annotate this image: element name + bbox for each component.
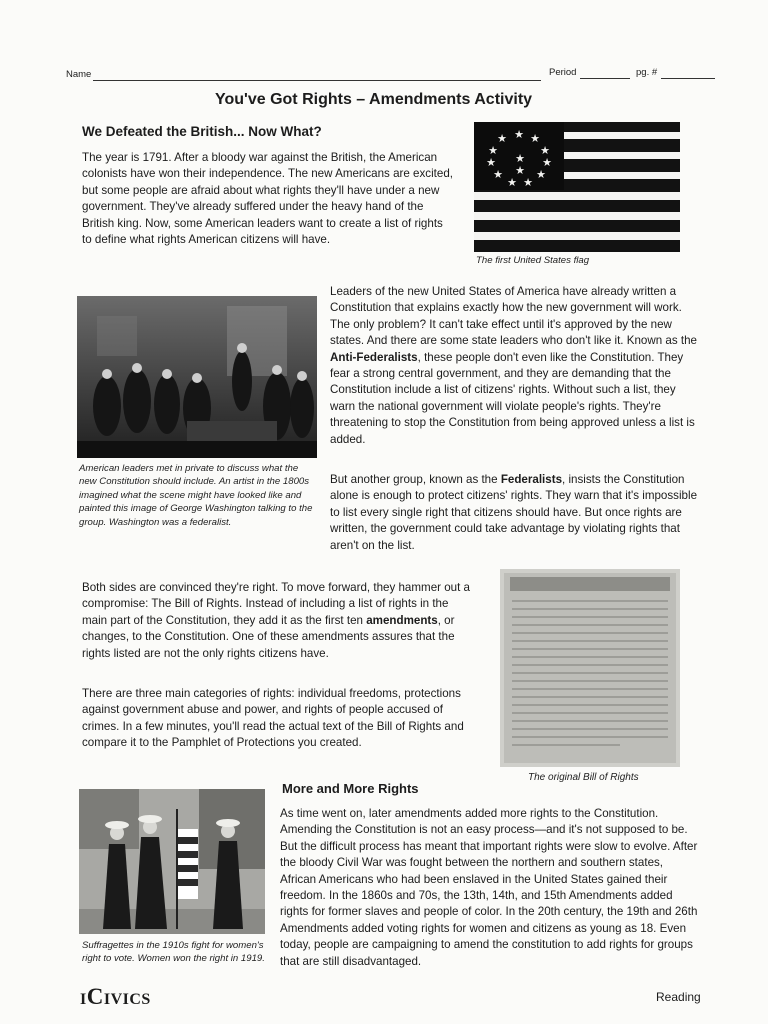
- anti-text-1: Leaders of the new United States of America have already written a Constitution that explains exactly how the new government will work. The only problem? It can't take effect until it's approved by the new states. And there are some state leaders who don't like it. Known as the: [330, 285, 697, 348]
- icivics-logo: iCivics: [80, 984, 151, 1009]
- fed-text-1: But another group, known as the: [330, 473, 501, 486]
- svg-text:★: ★: [486, 156, 496, 169]
- compromise-text-1: Both sides are convinced they're right. To move forward, they hammer out a compromise: The Bill of Rights. Instead of including a list of rights in the main part of the Constitution, they add it as the first ten: [82, 581, 471, 627]
- anti-federalists-term: Anti-Federalists: [330, 350, 418, 364]
- svg-text:★: ★: [515, 164, 525, 177]
- fed-text-2: , insists the Constitution alone is enough to protect citizens' rights. They warn that it's impossible to list every single right that citizens should have. But once rights are written, the government could take advantage by violating rights that aren't on the list.: [330, 473, 698, 552]
- constitutional-convention-painting: [77, 296, 317, 458]
- svg-text:★: ★: [530, 132, 540, 145]
- name-label: Name: [66, 69, 92, 80]
- section-heading-more-rights: More and More Rights: [282, 781, 419, 796]
- svg-text:★: ★: [488, 144, 498, 157]
- anti-text-2: , these people don't even like the Constitution. They fear a strong central government, and they are demanding that the Constitution include a list of citizens' rights. Without such a list, they warn the national government will violate people's rights. They're threatening to stop the Constitution from being approved unless a list is added.: [330, 350, 695, 446]
- federalists-paragraph: [330, 472, 700, 554]
- page-title: You've Got Rights – Amendments Activity: [215, 91, 533, 108]
- page-field[interactable]: [661, 78, 715, 79]
- more-rights-paragraph: As time went on, later amendments added more rights to the Constitution. Amending the Constitution is not an easy process—and it's not supposed to be. But the difficult process has meant that important rights were slow to evolve. After the bloody Civil War was fought between the northern and southern states, African Americans who had been enslaved in the United States gained their freedom. In the 1860s and 70s, the 13th, 14th, and 15th Amendments added rights for former slaves and people of color. In the 20th century, the 19th and 26th Amendments added voting rights for women and citizens as young as 18. Even today, people are campaigning to amend the constitution to add rights for groups that are still disadvantaged.: [280, 807, 698, 968]
- svg-text:★: ★: [542, 156, 552, 169]
- categories-paragraph: There are three main categories of rights: individual freedoms, protections against government abuse and power, and rights of people accused of crimes. In a few minutes, you'll read the actual text of the Bill of Rights and compare it to the Pamphlet of Protections you created.: [82, 687, 464, 750]
- anti-federalists-paragraph: [330, 284, 700, 448]
- suffragettes-photo: [79, 789, 265, 934]
- original-bill-of-rights-image: [500, 569, 680, 767]
- amendments-term: amendments: [366, 613, 438, 627]
- period-field[interactable]: [580, 78, 630, 79]
- federalists-term: Federalists: [500, 473, 563, 486]
- svg-text:★: ★: [540, 144, 550, 157]
- suffragettes-caption: Suffragettes in the 1910s fight for women's right to vote. Women won the right in 1919.: [82, 940, 265, 965]
- svg-text:★: ★: [497, 132, 507, 145]
- name-field[interactable]: [93, 80, 541, 81]
- svg-text:★: ★: [515, 152, 525, 165]
- compromise-paragraph: [82, 580, 474, 662]
- page-label: pg. #: [636, 67, 658, 78]
- footer-reading-label: Reading: [656, 990, 701, 1004]
- svg-text:★: ★: [514, 128, 524, 141]
- convention-caption: American leaders met in private to discuss what the new Constitution should include. An artist in the 1800s imagined what the scene might have looked like and painted this image of George Washington talking to the group. Washington was a federalist.: [79, 463, 313, 528]
- svg-text:★: ★: [523, 176, 533, 189]
- flag-caption: The first United States flag: [476, 255, 590, 266]
- period-label: Period: [549, 67, 577, 78]
- svg-text:★: ★: [536, 168, 546, 181]
- section-heading-british: We Defeated the British... Now What?: [82, 124, 322, 139]
- first-us-flag-image: [474, 122, 680, 252]
- compromise-text-2: , or changes, to the Constitution. One of these amendments assures that the rights listed are not the only rights citizens have.: [82, 613, 455, 660]
- svg-text:★: ★: [507, 176, 517, 189]
- bill-of-rights-caption: The original Bill of Rights: [528, 772, 639, 783]
- svg-text:★: ★: [493, 168, 503, 181]
- intro-paragraph: The year is 1791. After a bloody war against the British, the American colonists have won their independence. The new Americans are excited, but some people are afraid about what rights they'll have under a new government. They've already suffered under the heavy hand of the British king. Now, some American leaders want to create a list of rights to define what rights American citizens will have.: [82, 151, 454, 247]
